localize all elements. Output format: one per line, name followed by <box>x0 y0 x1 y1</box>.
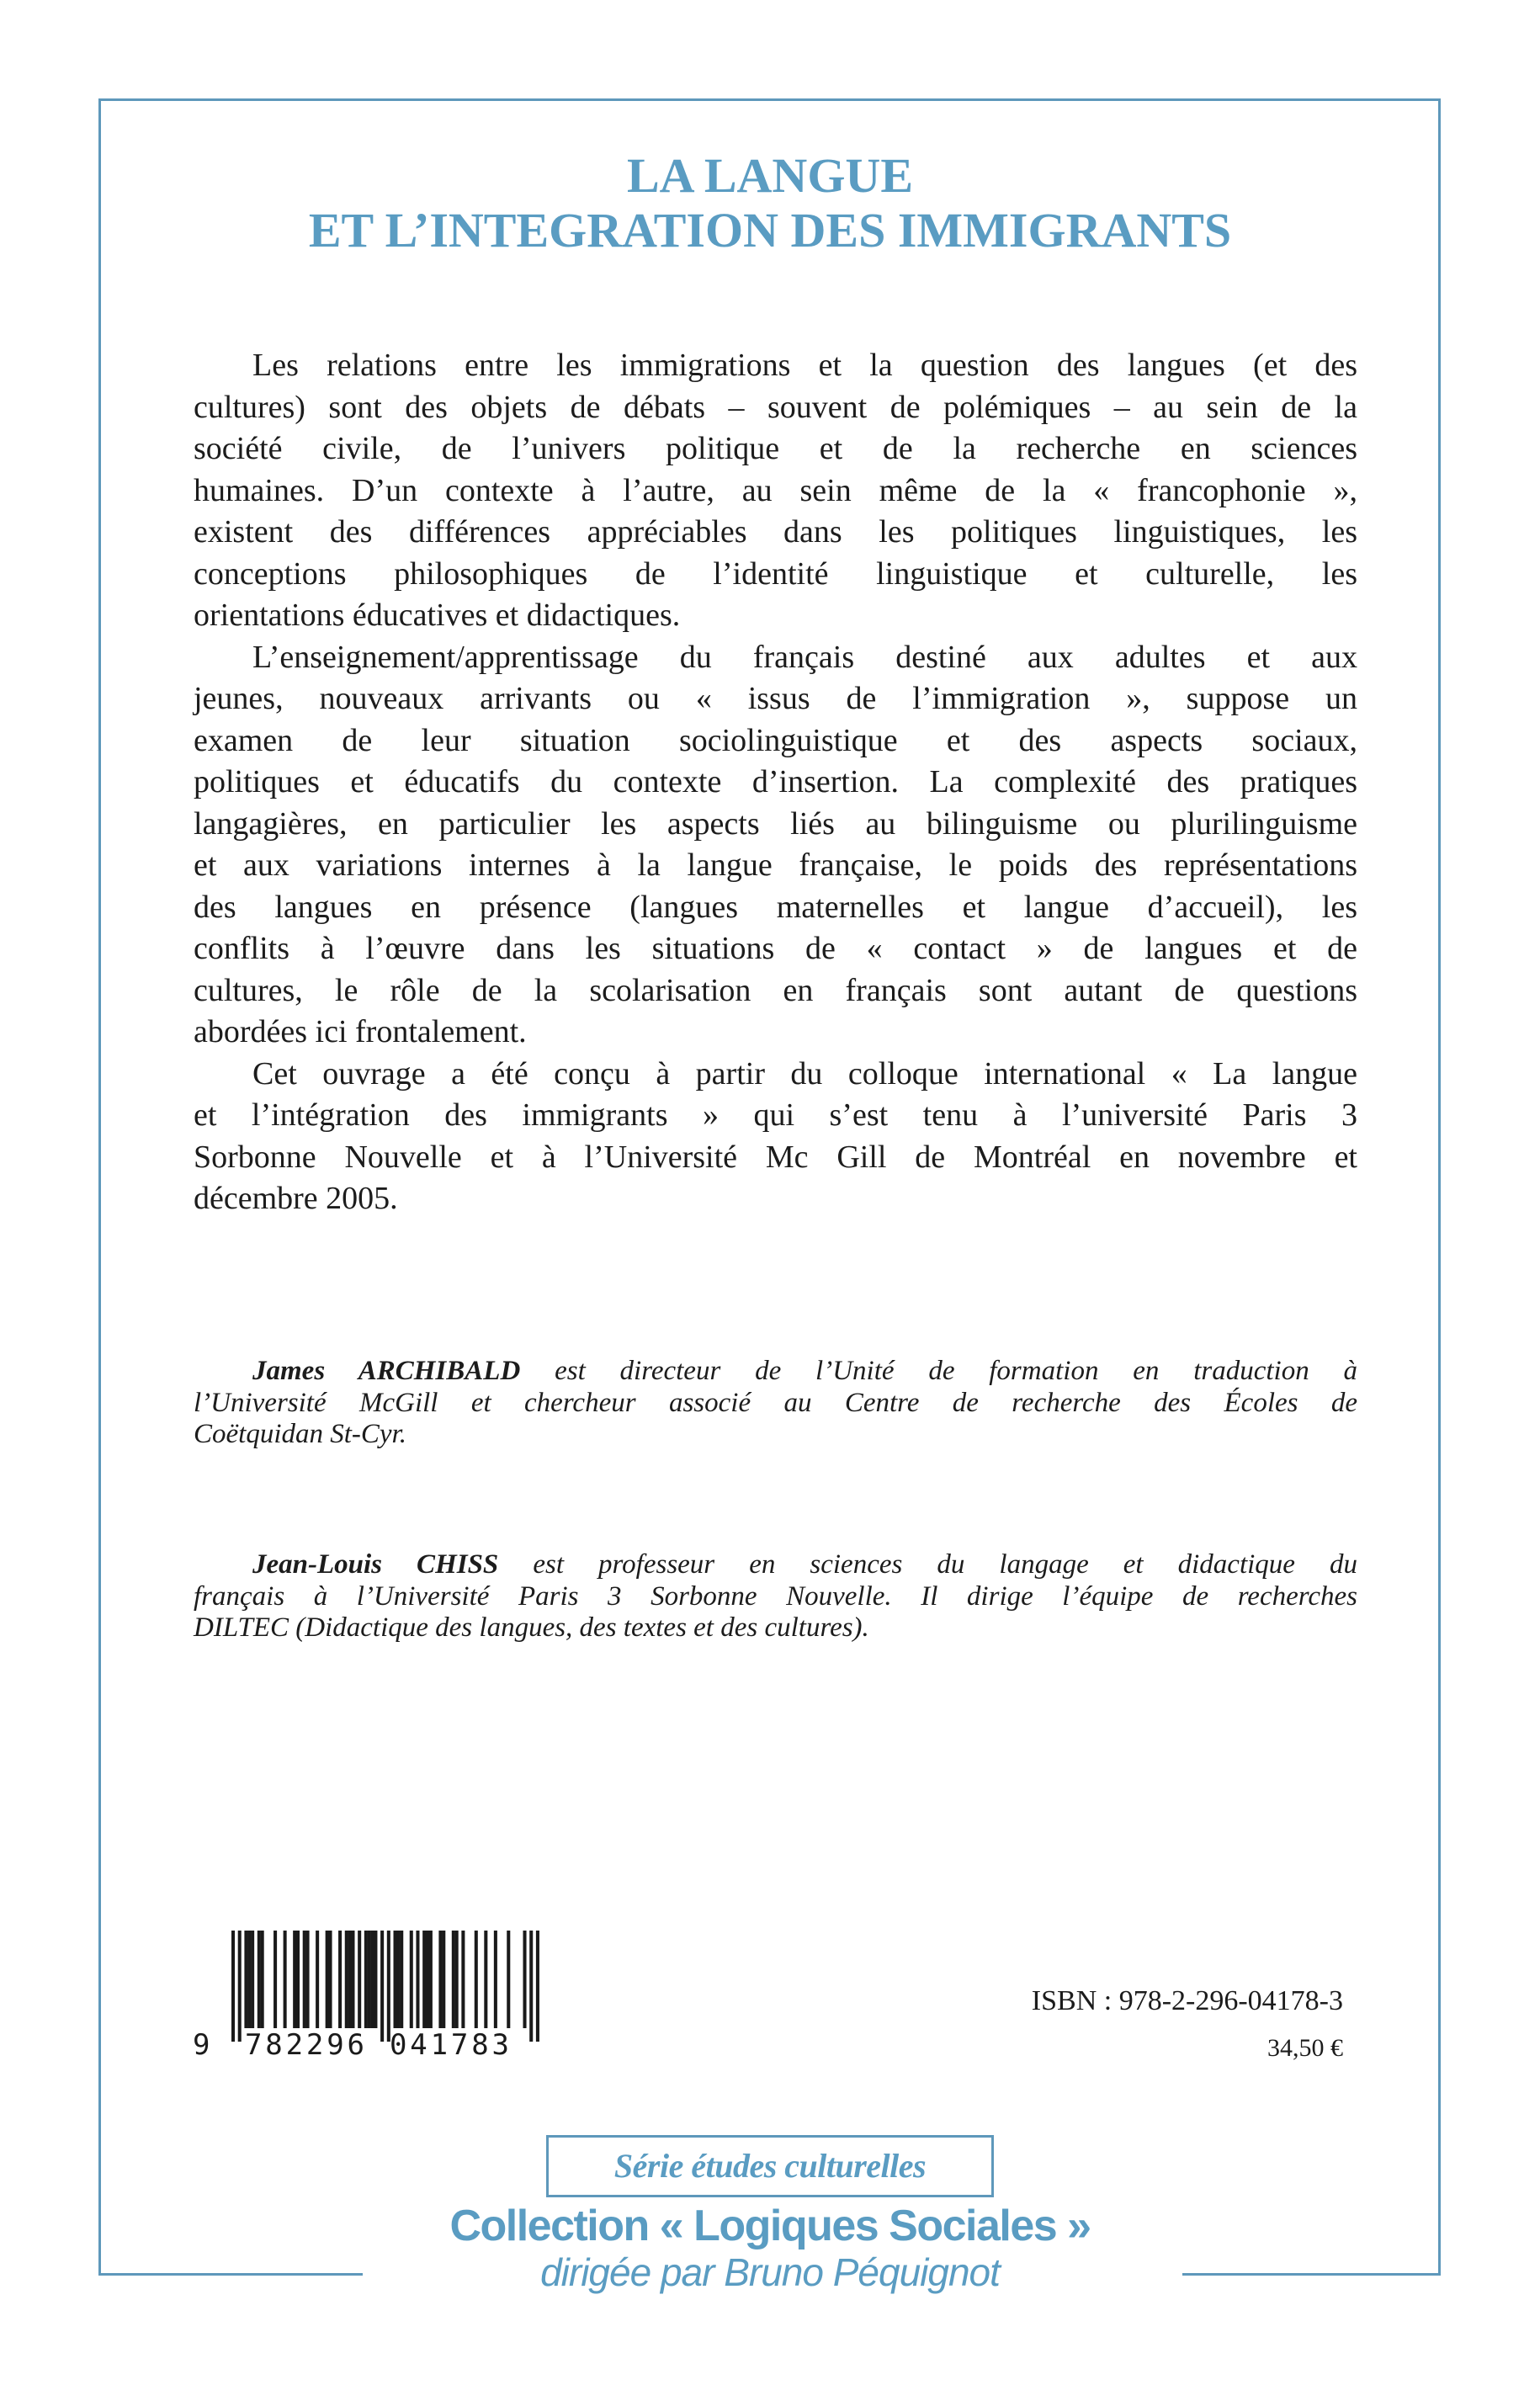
text-line: Cet ouvrage a été conçu à partir du colloque international « La langue <box>252 1055 1357 1092</box>
book-title-line-1: LA LANGUE <box>626 148 913 203</box>
bio-text: est professeur en sciences du langage et didactique du <box>498 1549 1357 1580</box>
text-line: humaines. D’un contexte à l’autre, au sein même de la « francophonie », <box>194 472 1357 508</box>
isbn-barcode <box>189 1927 551 2062</box>
author-bio-chiss <box>194 1549 1357 1644</box>
bio-line: DILTEC (Didactique des langues, des textes et des cultures). <box>194 1612 869 1643</box>
book-title-line-2: ET L’INTEGRATION DES IMMIGRANTS <box>308 203 1232 258</box>
text-line: existent des différences appréciables dans les politiques linguistiques, les <box>194 514 1357 550</box>
text-line: conceptions philosophiques de l’identité linguistique et culturelle, les <box>194 555 1357 592</box>
frame-top-border <box>98 98 1441 101</box>
author-name: Jean-Louis CHISS <box>252 1549 499 1580</box>
summary-paragraph-1 <box>194 345 1357 637</box>
text-line: et aux variations internes à la langue française, le poids des représentations <box>194 847 1357 883</box>
frame-left-border <box>98 98 101 2276</box>
text-line: Les relations entre les immigrations et la question des langues (et des <box>252 348 1357 383</box>
bio-line <box>194 1549 1357 1581</box>
summary-paragraph-2 <box>194 637 1357 1054</box>
text-line: et l’intégration des immigrants » qui s’est tenu à l’université Paris 3 <box>194 1097 1357 1133</box>
text-line: L’enseignement/apprentissage du français destiné aux adultes et aux <box>252 639 1357 675</box>
text-line: jeunes, nouveaux arrivants ou « issus de l’immigration », suppose un <box>194 681 1357 716</box>
barcode-right-group: 041783 <box>390 2028 509 2062</box>
frame-right-border <box>1438 98 1441 2276</box>
text-line: Sorbonne Nouvelle et à l’Université Mc Gill de Montréal en novembre et <box>194 1139 1357 1175</box>
text-line: cultures) sont des objets de débats – souvent de polémiques – au sein de la <box>194 389 1357 425</box>
price-label: 34,50 € <box>1267 2034 1343 2062</box>
text-line: langagières, en particulier les aspects liés au bilinguisme ou plurilinguisme <box>194 805 1357 842</box>
bio-text: est directeur de l’Unité de formation en traduction à <box>520 1356 1357 1386</box>
barcode-lead-digit: 9 <box>193 2028 210 2062</box>
barcode-icon <box>189 1927 551 2062</box>
author-name: James ARCHIBALD <box>252 1356 521 1386</box>
book-title <box>0 148 1540 258</box>
collection-title: Collection « Logiques Sociales » <box>449 2202 1091 2250</box>
text-line: des langues en présence (langues maternelles et langue d’accueil), les <box>194 889 1357 925</box>
bio-line <box>194 1356 1357 1388</box>
text-line: cultures, le rôle de la scolarisation en français sont autant de questions <box>194 972 1357 1008</box>
bio-line: français à l’Université Paris 3 Sorbonne Nouvelle. Il dirige l’équipe de recherches <box>194 1580 1357 1612</box>
author-bio-archibald <box>194 1356 1357 1451</box>
isbn-label: ISBN : 978-2-296-04178-3 <box>1031 1985 1343 2016</box>
bio-line: Coëtquidan St-Cyr. <box>194 1419 406 1449</box>
summary-text <box>194 345 1357 1220</box>
barcode-left-group: 782296 <box>245 2028 364 2062</box>
text-line: abordées ici frontalement. <box>194 1014 527 1049</box>
text-line: conflits à l’œuvre dans les situations de « contact » de langues et de <box>194 931 1357 966</box>
text-line: politiques et éducatifs du contexte d’insertion. La complexité des pratiques <box>194 764 1357 799</box>
summary-paragraph-3 <box>194 1054 1357 1220</box>
series-label: Série études culturelles <box>613 2147 927 2185</box>
text-line: société civile, de l’univers politique et de la recherche en sciences <box>194 431 1357 466</box>
series-box <box>546 2135 994 2197</box>
collection-director: dirigée par Bruno Péquignot <box>540 2250 1000 2294</box>
bio-line: l’Université McGill et chercheur associé au Centre de recherche des Écoles de <box>194 1387 1357 1418</box>
text-line: orientations éducatives et didactiques. <box>194 598 681 633</box>
text-line: décembre 2005. <box>194 1181 398 1216</box>
text-line: examen de leur situation sociolinguistique et des aspects sociaux, <box>194 722 1357 758</box>
